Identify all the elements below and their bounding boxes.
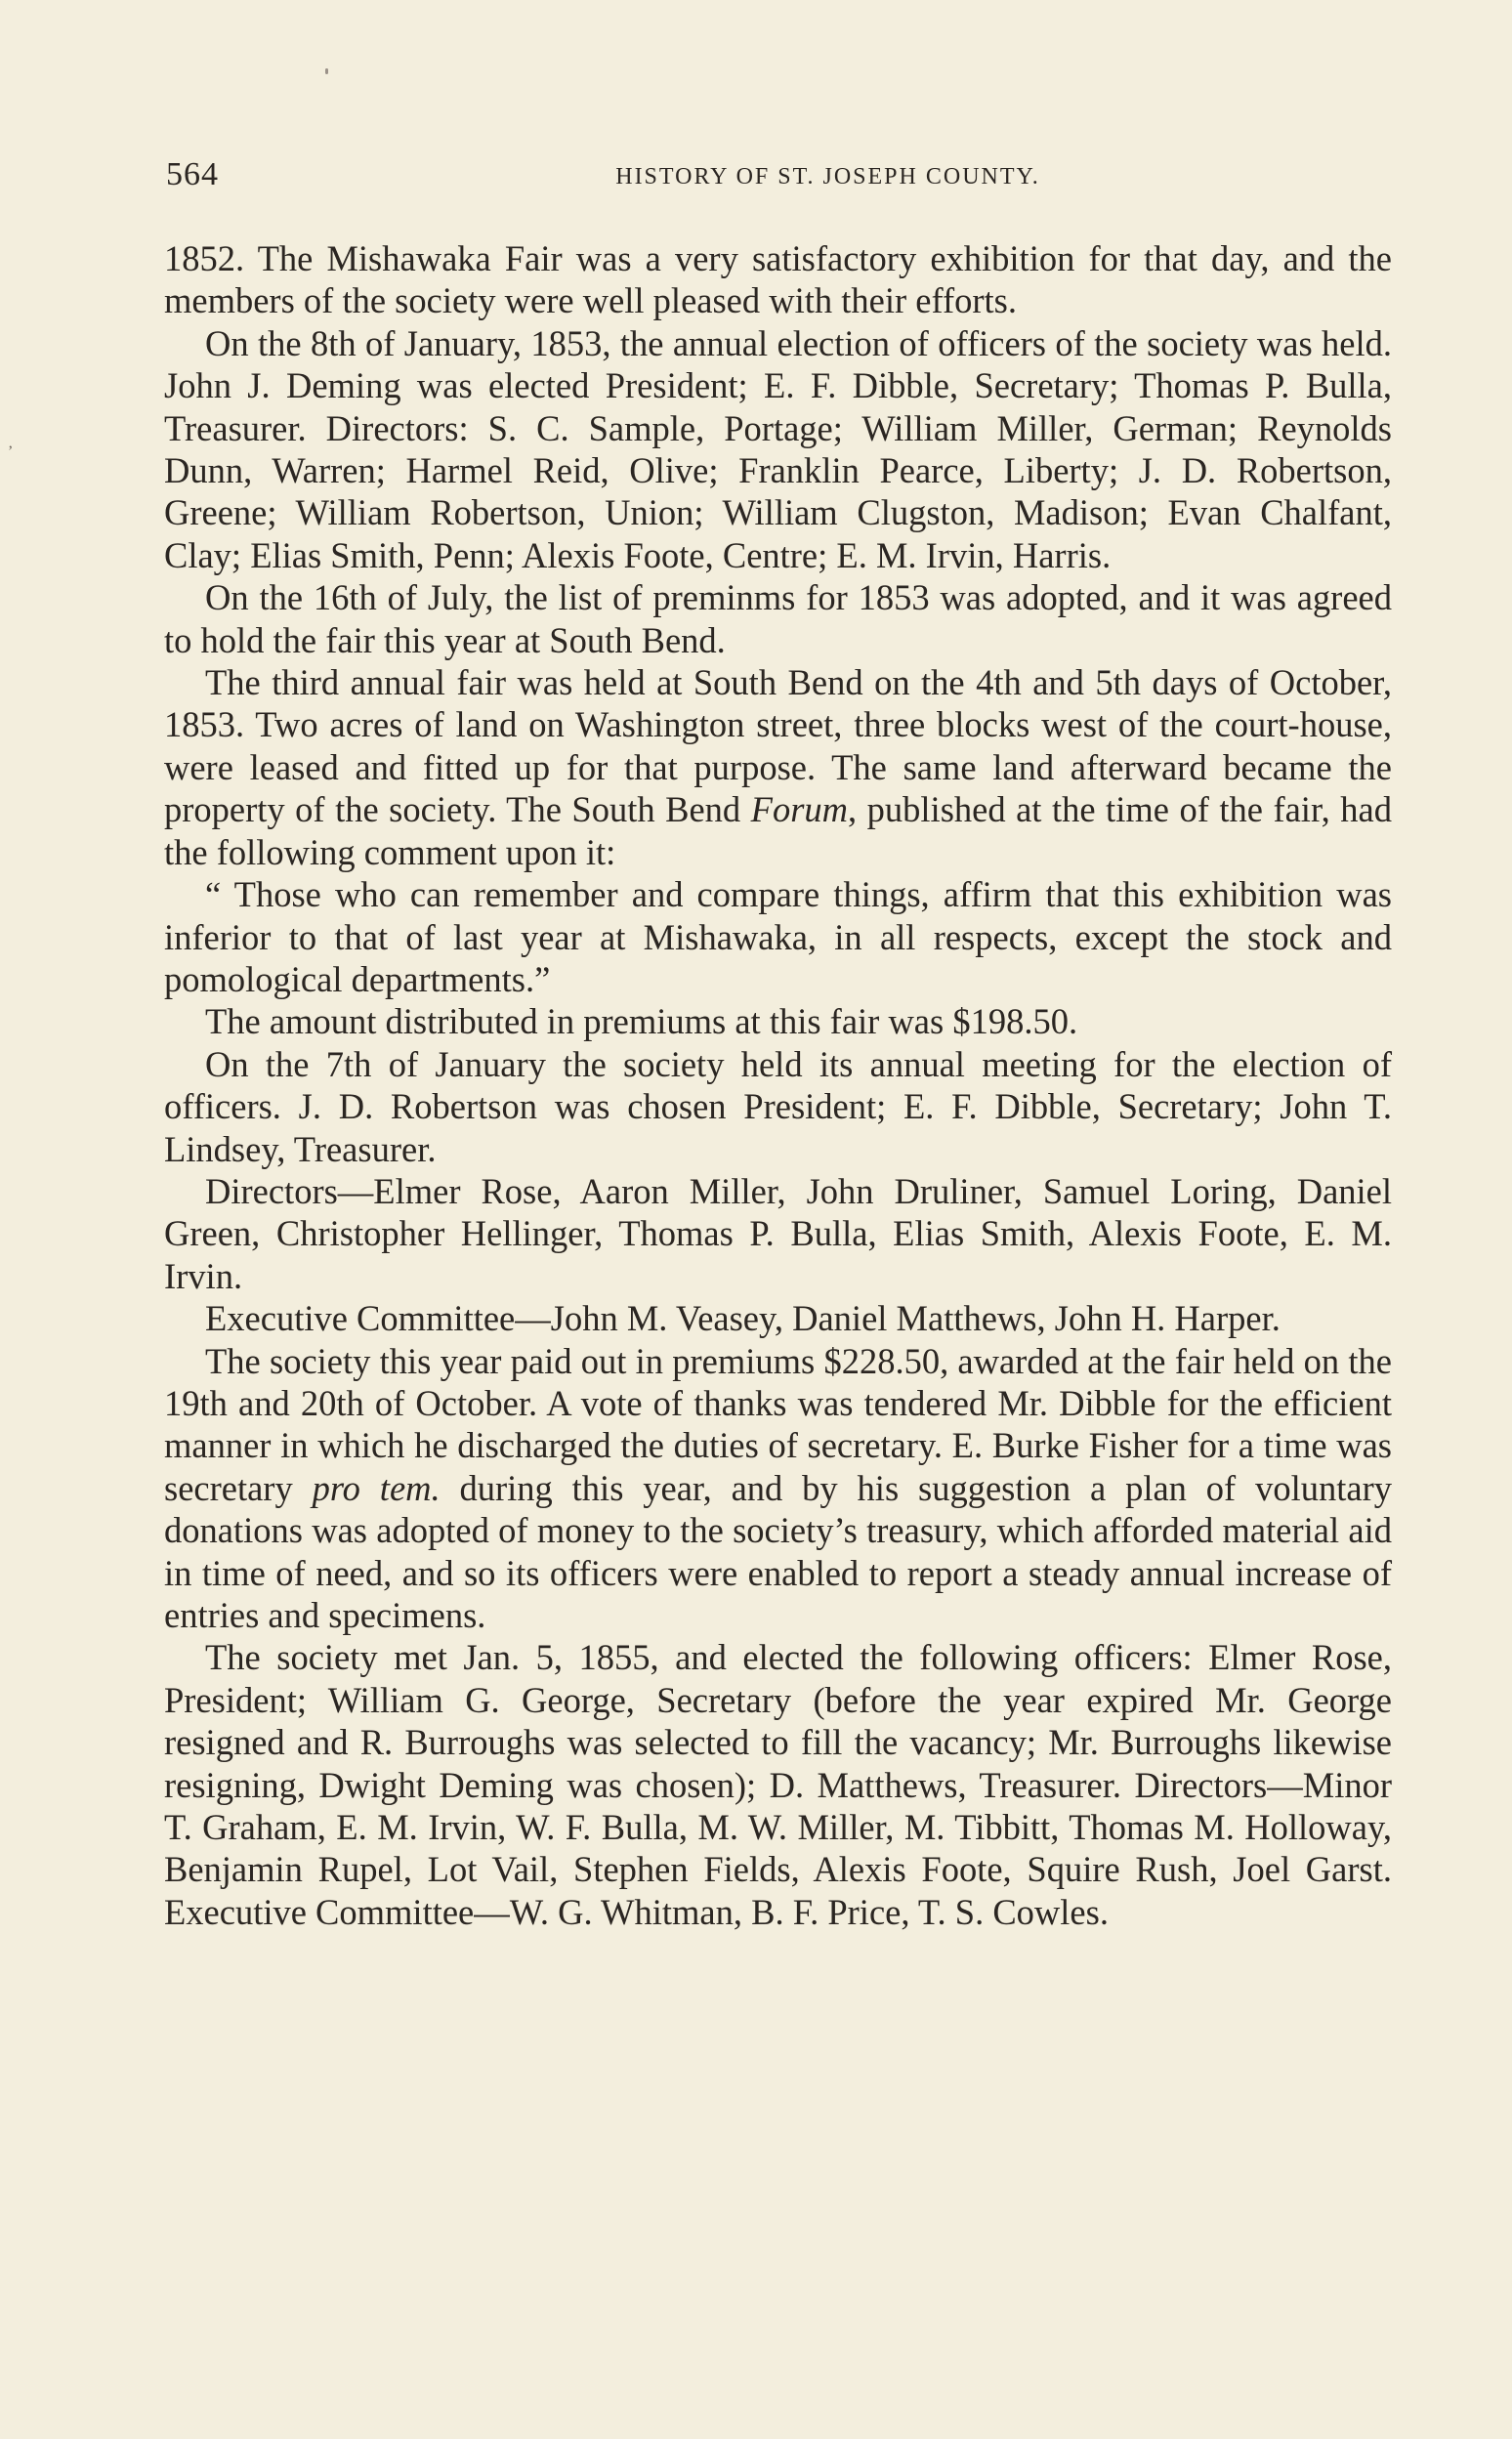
paragraph-9: Executive Committee—John M. Veasey, Daniel Matthews, John H. Harper. bbox=[205, 1298, 1281, 1339]
forum-title: Forum bbox=[750, 789, 849, 830]
paragraph-1: 1852. The Mishawaka Fair was a very satisfactory exhibition for that day, and the members of the society were well pleased with their efforts. bbox=[164, 238, 1392, 321]
page-number: 564 bbox=[166, 156, 219, 192]
paragraph-3: On the 16th of July, the list of preminms for 1853 was adopted, and it was agreed to hold the fair this year at South Bend. bbox=[164, 577, 1392, 660]
paragraph-10-text-a: The society this year paid out in premiums $228.50, awarded at the fair held on the 19th and 20th of October. A vote of thanks was tendered Mr. Dibble for the efficient manner in which he discharged the duties of secretary. E. Burke Fisher for a time was secretary bbox=[164, 1340, 1392, 1508]
paragraph-8: Directors—Elmer Rose, Aaron Miller, John Druliner, Samuel Loring, Daniel Green, Christopher Hellinger, Thomas P. Bulla, Elias Smith, Alexis Foote, E. M. Irvin. bbox=[164, 1170, 1392, 1296]
page-header bbox=[166, 156, 1392, 205]
paragraph-11: The society met Jan. 5, 1855, and elected the following officers: Elmer Rose, President; William G. George, Secretary (before the year expired Mr. George resigned and R. Burroughs was selected to fill the vacancy; Mr. Burroughs likewise resigning, Dwight Deming was chosen); D. Matthews, Treasurer. Directors—Minor T. Graham, E. M. Irvin, W. F. Bulla, M. W. Miller, M. Tibbitt, Thomas M. Holloway, Benjamin Rupel, Lot Vail, Stephen Fields, Alexis Foote, Squire Rush, Joel Garst. Executive Committee—W. G. Whitman, B. F. Price, T. S. Cowles. bbox=[164, 1637, 1392, 1932]
paragraph-6: The amount distributed in premiums at this fair was $198.50. bbox=[205, 1001, 1078, 1042]
paragraph-10-text-b: during this year, and by his suggestion a plan of voluntary donations was adopted of money to the society’s treasury, which afforded material aid in time of need, and so its officers were enabled to report a steady annual increase of entries and specimens. bbox=[164, 1467, 1392, 1635]
paragraph-7: On the 7th of January the society held its annual meeting for the election of officers. J. D. Robertson was chosen President; E. F. Dibble, Secretary; John T. Lindsey, Treasurer. bbox=[164, 1043, 1392, 1169]
paragraph-4-text-b: , published at the time of the fair, had the following comment upon it: bbox=[164, 789, 1392, 872]
pro-tem-italic: pro tem. bbox=[312, 1467, 441, 1508]
paragraph-5-quote: “ Those who can remember and compare things, affirm that this exhibition was inferior to that of last year at Mishawaka, in all respects, except the stock and pomological departments.” bbox=[164, 874, 1392, 999]
paragraph-10 bbox=[164, 1340, 1392, 1637]
running-title: HISTORY OF ST. JOSEPH COUNTY. bbox=[615, 164, 1040, 189]
paper-speck bbox=[325, 68, 328, 74]
paragraph-2: On the 8th of January, 1853, the annual election of officers of the society was held. John J. Deming was elected President; E. F. Dibble, Secretary; Thomas P. Bulla, Treasurer. Directors: S. C. Sample, Portage; William Miller, German; Reynolds Dunn, Warren; Harmel Reid, Olive; Franklin Pearce, Liberty; J. D. Robertson, Greene; William Robertson, Union; William Clugston, Madison; Evan Chalfant, Clay; Elias Smith, Penn; Alexis Foote, Centre; E. M. Irvin, Harris. bbox=[164, 322, 1392, 575]
paragraph-4 bbox=[164, 661, 1392, 873]
margin-mark: ‚ bbox=[8, 435, 14, 451]
text-body bbox=[164, 237, 1392, 1933]
paragraph-4-text-a: The third annual fair was held at South Bend on the 4th and 5th days of October, 1853. Two acres of land on Washington street, three blocks west of the court-house, were leased and fitted up for that purpose. The same land afterward became the property of the society. The South Bend bbox=[164, 662, 1392, 830]
